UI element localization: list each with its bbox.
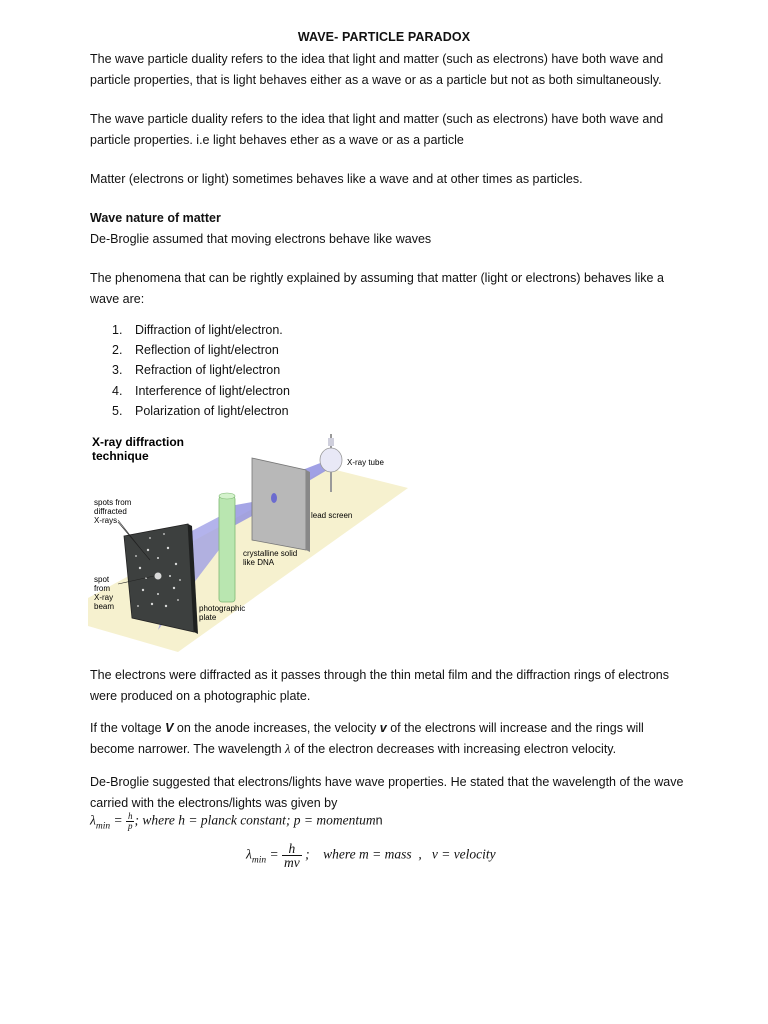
label-like-dna: like DNA <box>243 558 275 567</box>
list-text: Reflection of light/electron <box>135 343 279 358</box>
formula2-fraction <box>282 842 302 869</box>
figure-title-line2: technique <box>92 449 149 463</box>
formula2-rest: ; where m = mass , v = velocity <box>301 846 496 862</box>
list-number: 5. <box>112 403 123 418</box>
list-number: 1. <box>112 323 123 337</box>
voltage-text-c: of the electrons will increase and the rings will become narrower. The wavelength <box>90 721 644 756</box>
lead-screen-edge <box>306 470 310 552</box>
formula1-rest: ; where h = planck constant; p = momentum <box>134 812 376 828</box>
tube-cap <box>328 438 334 446</box>
label-xray-tube: X-ray tube <box>347 458 384 467</box>
formula1-denominator: p <box>127 821 133 831</box>
list-number: 3. <box>112 363 123 378</box>
list-number: 4. <box>112 383 123 398</box>
label-beam-3: X-ray <box>94 593 114 602</box>
label-plate: plate <box>199 613 217 622</box>
screen-hole <box>271 493 277 503</box>
xray-diffraction-illustration <box>88 430 408 652</box>
paragraph-matter: Matter (electrons or light) sometimes behaves like a wave and at other times as particles. <box>90 172 583 186</box>
list-item <box>90 360 290 380</box>
list-number: 2. <box>112 343 123 358</box>
formula1-lambda: λ <box>90 812 96 828</box>
label-beam-1: spot <box>94 575 110 584</box>
formula-wavelength-mass-velocity <box>246 842 496 869</box>
list-text: Diffraction of light/electron. <box>135 323 283 337</box>
section-heading-wave-nature: Wave nature of matter <box>90 211 221 225</box>
label-beam-2: from <box>94 584 110 593</box>
paragraph-duality-2: The wave particle duality refers to the idea that light and matter (such as electrons) have both wave and particle properties. i.e light behaves ether as a wave or as a particle <box>90 112 664 147</box>
label-lead-screen: lead screen <box>311 511 353 520</box>
list-text: Polarization of light/electron <box>135 403 289 418</box>
list-item <box>90 401 290 421</box>
formula1-sub: min <box>95 821 111 832</box>
paragraph-de-broglie-wavelength: De-Broglie suggested that electrons/lights have wave properties. He stated that the wavelength of the wave carried with the electrons/lights was given by <box>90 775 684 810</box>
paragraph-de-broglie: De-Broglie assumed that moving electrons behave like waves <box>90 232 432 246</box>
xray-tube-icon <box>320 448 342 472</box>
list-text: Refraction of light/electron <box>135 363 281 378</box>
page-title: WAVE- PARTICLE PARADOX <box>297 30 471 44</box>
label-spots-3: X-rays <box>94 516 118 525</box>
lead-screen <box>252 458 306 550</box>
crystalline-solid <box>219 496 235 602</box>
list-item <box>90 320 290 340</box>
label-spots-2: diffracted <box>94 507 127 516</box>
label-beam-4: beam <box>94 602 115 611</box>
figure-title-line1: X-ray diffraction <box>92 435 185 449</box>
voltage-symbol: V <box>165 721 174 735</box>
paragraph-voltage <box>90 718 690 759</box>
xray-diffraction-figure <box>88 430 408 652</box>
label-photographic: photographic <box>199 604 246 613</box>
lambda-symbol: λ <box>285 741 291 756</box>
list-text: Interference of light/electron <box>135 383 290 398</box>
paragraph-electron-diffraction: The electrons were diffracted as it passes through the thin metal film and the diffraction rings of electrons were produced on a photographic plate. <box>90 668 670 703</box>
formula1-eq: = <box>110 812 126 828</box>
label-spots-1: spots from <box>94 498 132 507</box>
formula1-numerator: h <box>127 811 133 821</box>
formula1-tail: n <box>375 813 383 828</box>
voltage-text-a: If the voltage <box>90 721 166 735</box>
formula2-lambda: λ <box>246 846 252 862</box>
voltage-text-d: of the electron decreases with increasing electron velocity. <box>290 741 617 756</box>
velocity-symbol: v <box>379 721 387 735</box>
crystal-top <box>219 493 235 499</box>
formula-wavelength-momentum <box>90 812 383 831</box>
voltage-text-b: on the anode increases, the velocity <box>173 721 380 735</box>
label-crystalline-solid: crystalline solid <box>243 549 298 558</box>
phenomena-list <box>90 320 290 421</box>
list-item <box>90 340 290 360</box>
formula2-sub: min <box>251 855 267 866</box>
list-item <box>90 381 290 401</box>
formula2-denominator: mv <box>283 855 300 870</box>
paragraph-phenomena: The phenomena that can be rightly explained by assuming that matter (light or electrons) behaves like a wave are: <box>90 271 664 306</box>
formula2-eq: = <box>266 846 282 862</box>
paragraph-duality-1: The wave particle duality refers to the idea that light and matter (such as electrons) have both wave and particle properties, that is light behaves either as a wave or as a particle but not as both simultaneously. <box>90 52 664 87</box>
formula2-numerator: h <box>288 841 296 856</box>
